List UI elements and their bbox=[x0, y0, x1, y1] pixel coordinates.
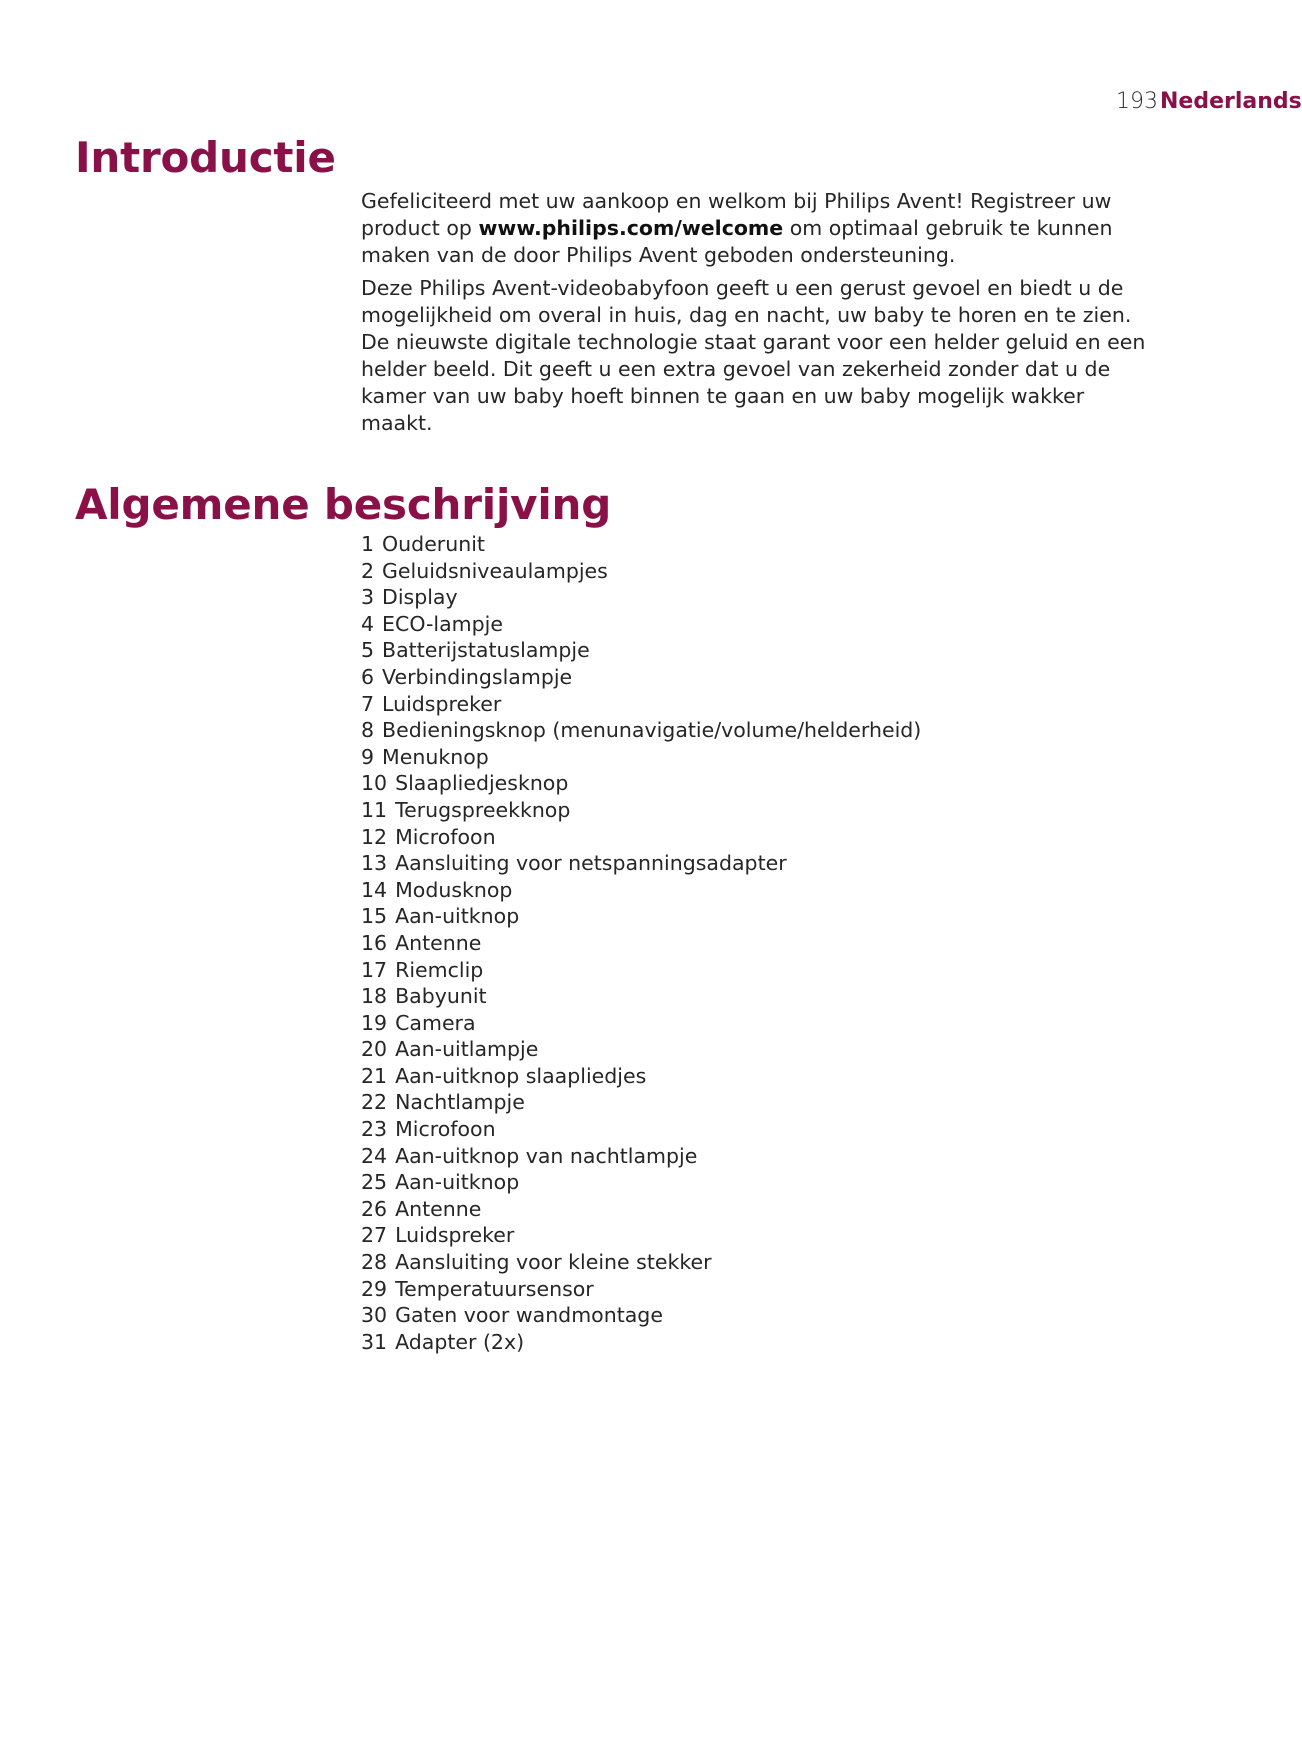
parts-list bbox=[361, 531, 1161, 1355]
item-label: Antenne bbox=[395, 930, 482, 955]
intro-paragraph-2: Deze Philips Avent-videobabyfoon geeft u een gerust gevoel en biedt u de mogelijkheid om overal in huis, dag en nacht, uw baby te horen en te zien. De nieuwste digitale technologie staat garant voor een helder geluid en een helder beeld. Dit geeft u een extra gevoel van zekerheid zonder dat u de kamer van uw baby hoeft binnen te gaan en uw baby mogelijk wakker maakt. bbox=[361, 276, 1146, 435]
item-label: Nachtlampje bbox=[395, 1090, 525, 1115]
item-label: Antenne bbox=[395, 1196, 482, 1221]
item-label: Adapter (2x) bbox=[395, 1329, 525, 1354]
item-number: 19 bbox=[361, 1010, 388, 1035]
item-label: Slaapliedjesknop bbox=[395, 771, 569, 796]
item-number: 17 bbox=[361, 957, 388, 982]
item-number: 13 bbox=[361, 851, 388, 876]
item-label: Ouderunit bbox=[382, 532, 485, 556]
list-item bbox=[361, 1329, 1161, 1356]
list-item bbox=[361, 850, 1161, 877]
list-item bbox=[361, 877, 1161, 904]
item-number: 9 bbox=[361, 744, 375, 769]
list-item bbox=[361, 744, 1161, 771]
intro-p1-text-before: Gefeliciteerd met uw aankoop en welkom bij Philips Avent! Registreer uw product op bbox=[361, 189, 1112, 240]
item-label: Microfoon bbox=[395, 1117, 496, 1142]
item-label: Modusknop bbox=[395, 877, 513, 902]
intro-p1-text-after: om optimaal gebruik te kunnen maken van de door Philips Avent geboden ondersteuning. bbox=[361, 216, 1113, 267]
item-number: 2 bbox=[361, 558, 375, 583]
item-label: Camera bbox=[395, 1010, 476, 1035]
item-label: Terugspreekknop bbox=[395, 797, 571, 822]
section-title-algemene-beschrijving: Algemene beschrijving bbox=[75, 480, 612, 529]
list-item bbox=[361, 903, 1161, 930]
list-item bbox=[361, 1169, 1161, 1196]
list-item bbox=[361, 611, 1161, 638]
item-number: 22 bbox=[361, 1090, 388, 1115]
item-label: Aan-uitknop van nachtlampje bbox=[395, 1143, 698, 1168]
item-label: Geluidsniveaulampjes bbox=[382, 558, 608, 583]
item-number: 28 bbox=[361, 1250, 388, 1275]
list-item bbox=[361, 584, 1161, 611]
list-item bbox=[361, 637, 1161, 664]
item-label: Aan-uitknop bbox=[395, 904, 520, 929]
list-item bbox=[361, 717, 1161, 744]
item-label: Gaten voor wandmontage bbox=[395, 1303, 663, 1328]
item-number: 30 bbox=[361, 1303, 388, 1328]
item-number: 25 bbox=[361, 1170, 388, 1195]
list-item bbox=[361, 1276, 1161, 1303]
list-item bbox=[361, 1249, 1161, 1276]
page-header bbox=[1116, 86, 1302, 118]
item-number: 26 bbox=[361, 1196, 388, 1221]
welcome-url: www.philips.com/welcome bbox=[478, 216, 784, 240]
item-number: 12 bbox=[361, 824, 388, 849]
item-label: Riemclip bbox=[395, 957, 484, 982]
item-label: Aan-uitknop bbox=[395, 1170, 520, 1195]
section-title-introductie: Introductie bbox=[75, 133, 336, 182]
list-item bbox=[361, 531, 1161, 558]
item-label: Luidspreker bbox=[395, 1223, 515, 1248]
item-number: 20 bbox=[361, 1037, 388, 1062]
page-language: Nederlands bbox=[1160, 89, 1302, 114]
item-label: Aan-uitknop slaapliedjes bbox=[395, 1063, 647, 1088]
page-number: 193 bbox=[1116, 89, 1158, 114]
list-item bbox=[361, 1036, 1161, 1063]
item-number: 4 bbox=[361, 611, 375, 636]
item-number: 6 bbox=[361, 664, 375, 689]
item-label: Verbindingslampje bbox=[382, 664, 573, 689]
item-number: 23 bbox=[361, 1117, 388, 1142]
item-label: Babyunit bbox=[395, 984, 487, 1009]
list-item bbox=[361, 1089, 1161, 1116]
list-item bbox=[361, 770, 1161, 797]
item-label: Aan-uitlampje bbox=[395, 1037, 539, 1062]
list-item bbox=[361, 1010, 1161, 1037]
list-item bbox=[361, 1063, 1161, 1090]
item-number: 11 bbox=[361, 797, 388, 822]
item-number: 15 bbox=[361, 904, 388, 929]
item-number: 8 bbox=[361, 718, 375, 743]
list-item bbox=[361, 558, 1161, 585]
item-label: Batterijstatuslampje bbox=[382, 638, 590, 663]
item-number: 10 bbox=[361, 771, 388, 796]
list-item bbox=[361, 797, 1161, 824]
list-item bbox=[361, 664, 1161, 691]
item-label: Microfoon bbox=[395, 824, 496, 849]
intro-body bbox=[361, 188, 1161, 443]
item-number: 31 bbox=[361, 1329, 388, 1354]
item-number: 16 bbox=[361, 930, 388, 955]
list-item bbox=[361, 957, 1161, 984]
item-number: 1 bbox=[361, 532, 375, 556]
item-label: Luidspreker bbox=[382, 691, 502, 716]
list-item bbox=[361, 1222, 1161, 1249]
item-label: Display bbox=[382, 585, 458, 610]
item-label: Bedieningsknop (menunavigatie/volume/helderheid) bbox=[382, 718, 922, 743]
list-item bbox=[361, 930, 1161, 957]
list-item bbox=[361, 691, 1161, 718]
item-number: 7 bbox=[361, 691, 375, 716]
item-number: 27 bbox=[361, 1223, 388, 1248]
item-label: Menuknop bbox=[382, 744, 489, 769]
list-item bbox=[361, 824, 1161, 851]
item-number: 21 bbox=[361, 1063, 388, 1088]
list-item bbox=[361, 983, 1161, 1010]
item-number: 24 bbox=[361, 1143, 388, 1168]
intro-paragraph-1 bbox=[361, 188, 1161, 269]
item-number: 29 bbox=[361, 1276, 388, 1301]
list-item bbox=[361, 1143, 1161, 1170]
item-number: 14 bbox=[361, 877, 388, 902]
item-number: 18 bbox=[361, 984, 388, 1009]
item-number: 5 bbox=[361, 638, 375, 663]
item-label: Aansluiting voor netspanningsadapter bbox=[395, 851, 787, 876]
item-label: Temperatuursensor bbox=[395, 1276, 594, 1301]
list-item bbox=[361, 1302, 1161, 1329]
list-item bbox=[361, 1116, 1161, 1143]
item-label: ECO-lampje bbox=[382, 611, 503, 636]
item-label: Aansluiting voor kleine stekker bbox=[395, 1250, 712, 1275]
item-number: 3 bbox=[361, 585, 375, 610]
list-item bbox=[361, 1196, 1161, 1223]
